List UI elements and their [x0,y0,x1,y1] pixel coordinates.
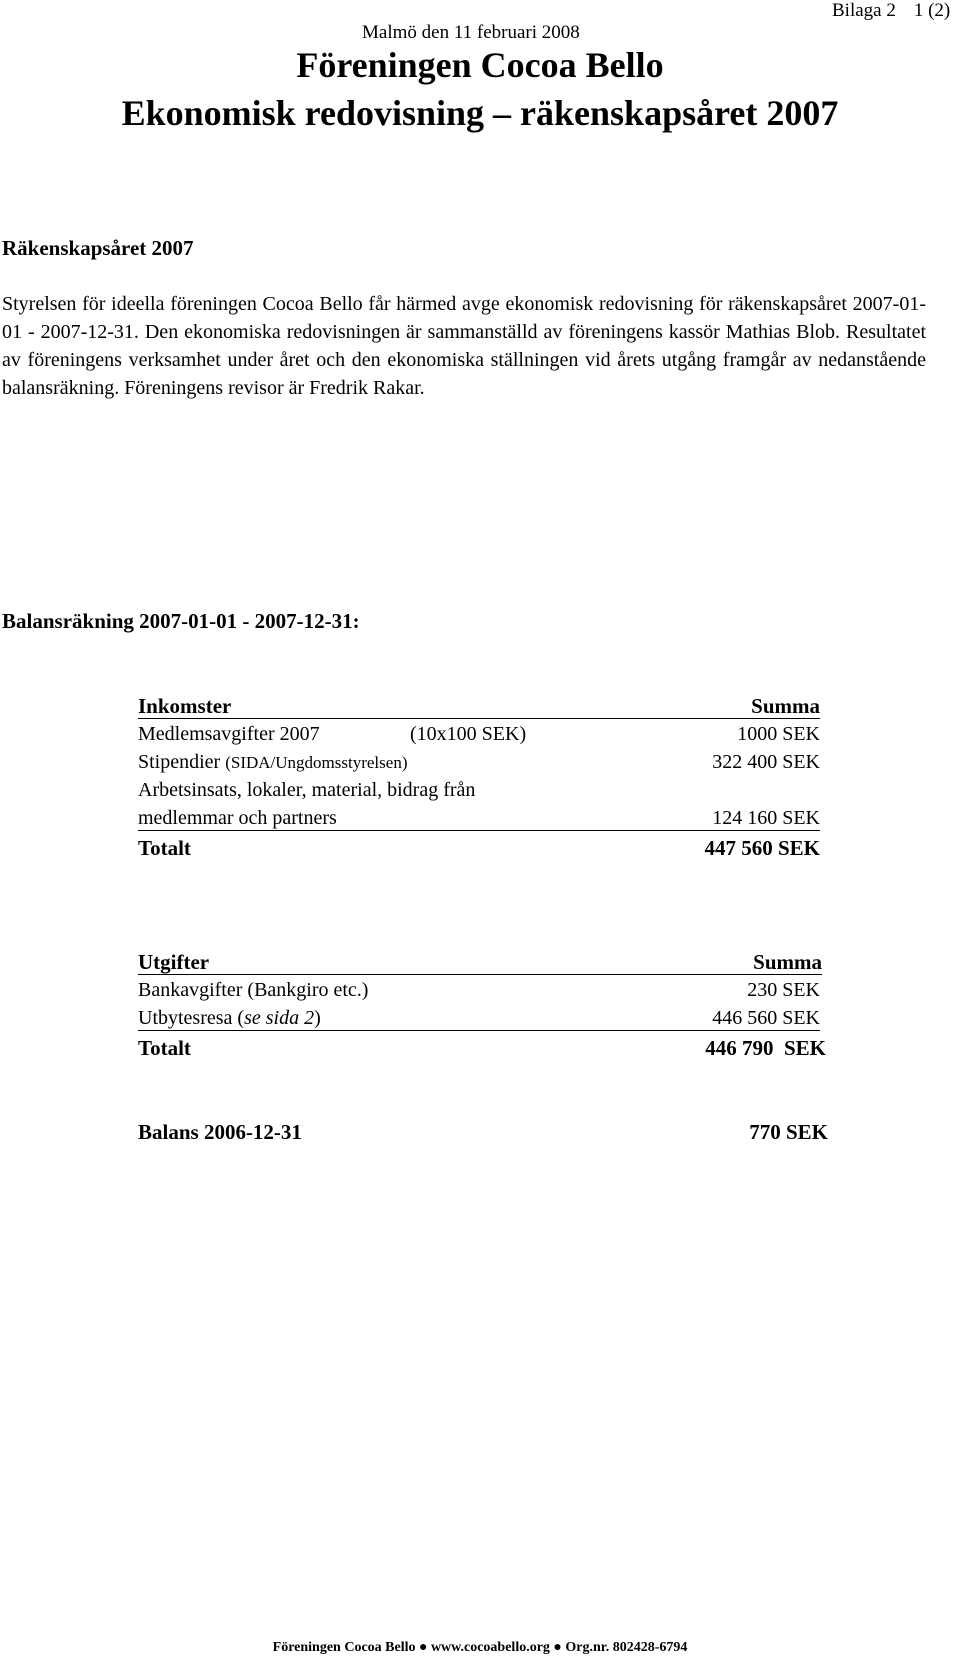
income-row-label: medlemmar och partners [138,807,337,829]
income-row-label-text: Stipendier [138,751,221,773]
income-row-amount: 1000 SEK [737,723,820,745]
section-heading-rakenskapsaret: Räkenskapsåret 2007 [2,236,194,260]
income-row-label: Arbetsinsats, lokaler, material, bidrag från [138,779,476,801]
expenses-row-note-suffix: ) [314,1007,321,1029]
income-row-note: (10x100 SEK) [410,723,527,745]
expenses-row-label: Bankavgifter (Bankgiro etc.) [138,979,369,1001]
income-row [138,720,820,748]
expenses-row-amount: 446 560 SEK [712,1007,820,1029]
document-subtitle: Ekonomisk redovisning – räkenskapsåret 2007 [121,93,839,133]
income-total-label: Totalt [138,836,191,860]
expenses-row [138,1004,820,1031]
document-title: Föreningen Cocoa Bello [296,45,664,85]
expenses-row-label-text: Utbytesresa ( [138,1007,245,1029]
income-row-label: Medlemsavgifter 2007 [138,723,320,745]
expenses-row-label [138,1004,321,1032]
section-heading-balansrakning: Balansräkning 2007-01-01 - 2007-12-31: [2,609,360,633]
income-total-amount: 447 560 SEK [704,836,820,860]
expenses-row-amount: 230 SEK [747,979,820,1001]
expenses-total-amount: 446 790 SEK [705,1036,826,1060]
expenses-total-label: Totalt [138,1036,191,1060]
income-row-amount: 322 400 SEK [712,751,820,773]
income-row [138,804,820,831]
page-number: 1 (2) [913,0,951,21]
income-header-row [138,692,820,719]
expenses-header-sum: Summa [753,950,822,974]
balans-row [138,1120,828,1148]
bilaga-text: Bilaga 2 [832,0,896,21]
expenses-row-note-italic: se sida 2 [244,1007,315,1029]
bilaga-label [832,0,950,22]
income-header-sum: Summa [751,694,820,718]
expenses-header-label: Utgifter [138,950,210,974]
date-line: Malmö den 11 februari 2008 [362,22,580,43]
intro-paragraph: Styrelsen för ideella föreningen Cocoa Bello får härmed avge ekonomisk redovisning för räkenskapsåret 2007-01-01 - 2007-12-31. Den ekonomiska redovisningen är sammanställd av föreningens kassör Mathias Blob. Resultatet av föreningens verksamhet under året och den ekonomiska ställningen vid årets utgång framgår av nedanstående balansräkning. Föreningens revisor är Fredrik Rakar. [2,293,926,399]
income-row-label [138,748,407,777]
income-row-note: (SIDA/Ungdomsstyrelsen) [225,753,408,772]
expenses-header-row [138,948,822,975]
income-total-row [138,834,820,862]
income-row [138,776,820,804]
balans-label: Balans 2006-12-31 [138,1120,302,1144]
expenses-total-row [138,1034,826,1062]
income-row [138,748,820,776]
income-header-label: Inkomster [138,694,232,718]
expenses-row [138,976,820,1004]
page-footer: Föreningen Cocoa Bello ● www.cocoabello.org ● Org.nr. 802428-6794 [272,1640,688,1655]
income-row-amount: 124 160 SEK [712,807,820,829]
balans-amount: 770 SEK [749,1120,828,1144]
